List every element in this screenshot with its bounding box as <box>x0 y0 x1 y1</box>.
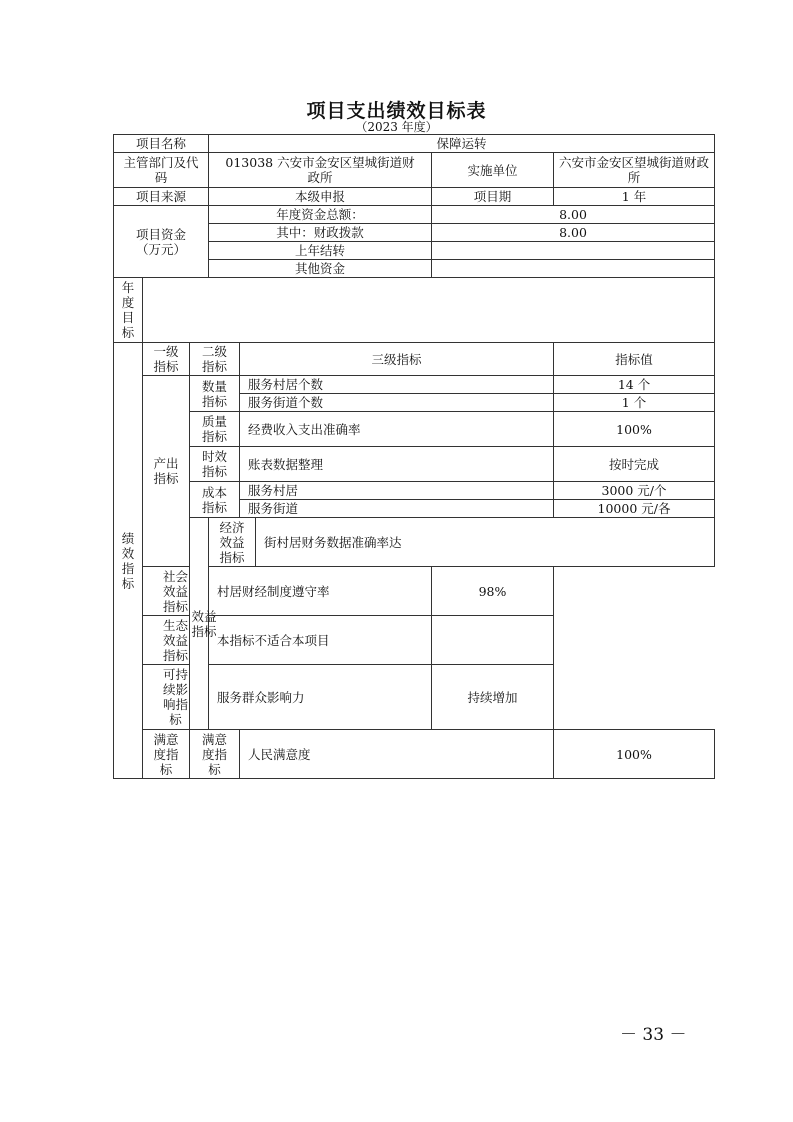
quantity-indicators-label: 数量指标 <box>190 376 240 412</box>
indicator-name: 村居财经制度遵守率 <box>209 567 432 616</box>
indicator-name: 服务街道 <box>240 500 554 518</box>
indicators-section-label: 绩效指标 <box>114 343 143 779</box>
page-subtitle-year: （2023 年度） <box>355 120 438 134</box>
page-title: 项目支出绩效目标表 <box>306 100 487 122</box>
benefit-indicators-label: 效益指标 <box>190 518 209 730</box>
indicator-name: 服务群众影响力 <box>209 665 432 730</box>
indicator-value: 10000 元/各 <box>554 500 715 518</box>
indicator-name: 账表数据整理 <box>240 447 554 482</box>
funds-fiscal-label: 其中：财政拨款 <box>209 224 432 242</box>
col-level1-header: 一级指标 <box>143 343 190 376</box>
indicator-name: 本指标不适合本项目 <box>209 616 432 665</box>
indicator-value: 按时完成 <box>554 447 715 482</box>
performance-goal-table <box>113 134 715 779</box>
funds-carryover-label: 上年结转 <box>209 242 432 260</box>
output-indicators-label: 产出指标 <box>143 376 190 567</box>
satisfaction-sub-label: 满意度指标 <box>190 730 240 779</box>
impl-unit-label: 实施单位 <box>432 153 554 188</box>
social-benefit-label: 社会效益指标 <box>143 567 209 616</box>
col-level3-header: 三级指标 <box>240 343 554 376</box>
dept-value: 013038 六安市金安区望城街道财政所 <box>209 153 432 188</box>
indicator-name: 街村居财务数据准确率达 <box>256 518 715 567</box>
satisfaction-indicators-label: 满意度指标 <box>143 730 190 779</box>
indicator-value: 1 个 <box>554 394 715 412</box>
project-name-label: 项目名称 <box>114 135 209 153</box>
impl-unit-value: 六安市金安区望城街道财政所 <box>554 153 715 188</box>
annual-goal-value <box>143 278 715 343</box>
funds-fiscal-value: 8.00 <box>432 224 715 242</box>
indicator-value: 100% <box>554 730 715 779</box>
indicator-name: 服务村居个数 <box>240 376 554 394</box>
cost-indicators-label: 成本指标 <box>190 482 240 518</box>
indicator-name: 人民满意度 <box>240 730 554 779</box>
project-source-value: 本级申报 <box>209 188 432 206</box>
indicator-value <box>432 616 554 665</box>
project-name-value: 保障运转 <box>209 135 715 153</box>
col-value-header: 指标值 <box>554 343 715 376</box>
funds-total-label: 年度资金总额： <box>209 206 432 224</box>
funds-other-value <box>432 260 715 278</box>
indicator-value: 100% <box>554 412 715 447</box>
page-number: － 33 － <box>620 1025 687 1045</box>
quality-indicators-label: 质量指标 <box>190 412 240 447</box>
funds-label: 项目资金（万元） <box>114 206 209 278</box>
indicator-name: 经费收入支出准确率 <box>240 412 554 447</box>
dept-label: 主管部门及代码 <box>114 153 209 188</box>
indicator-name: 服务村居 <box>240 482 554 500</box>
col-level2-header: 二级指标 <box>190 343 240 376</box>
project-source-label: 项目来源 <box>114 188 209 206</box>
project-period-value: 1 年 <box>554 188 715 206</box>
funds-total-value: 8.00 <box>432 206 715 224</box>
sustainable-impact-label: 可持续影响指标 <box>143 665 209 730</box>
indicator-value: 持续增加 <box>432 665 554 730</box>
ecological-benefit-label: 生态效益指标 <box>143 616 209 665</box>
indicator-name: 服务街道个数 <box>240 394 554 412</box>
indicator-value: 14 个 <box>554 376 715 394</box>
economic-benefit-label: 经济效益指标 <box>209 518 256 567</box>
indicator-value: 3000 元/个 <box>554 482 715 500</box>
indicator-value: 98% <box>432 567 554 616</box>
timeliness-indicators-label: 时效指标 <box>190 447 240 482</box>
project-period-label: 项目期 <box>432 188 554 206</box>
funds-other-label: 其他资金 <box>209 260 432 278</box>
annual-goal-label: 年度目标 <box>114 278 143 343</box>
funds-carryover-value <box>432 242 715 260</box>
